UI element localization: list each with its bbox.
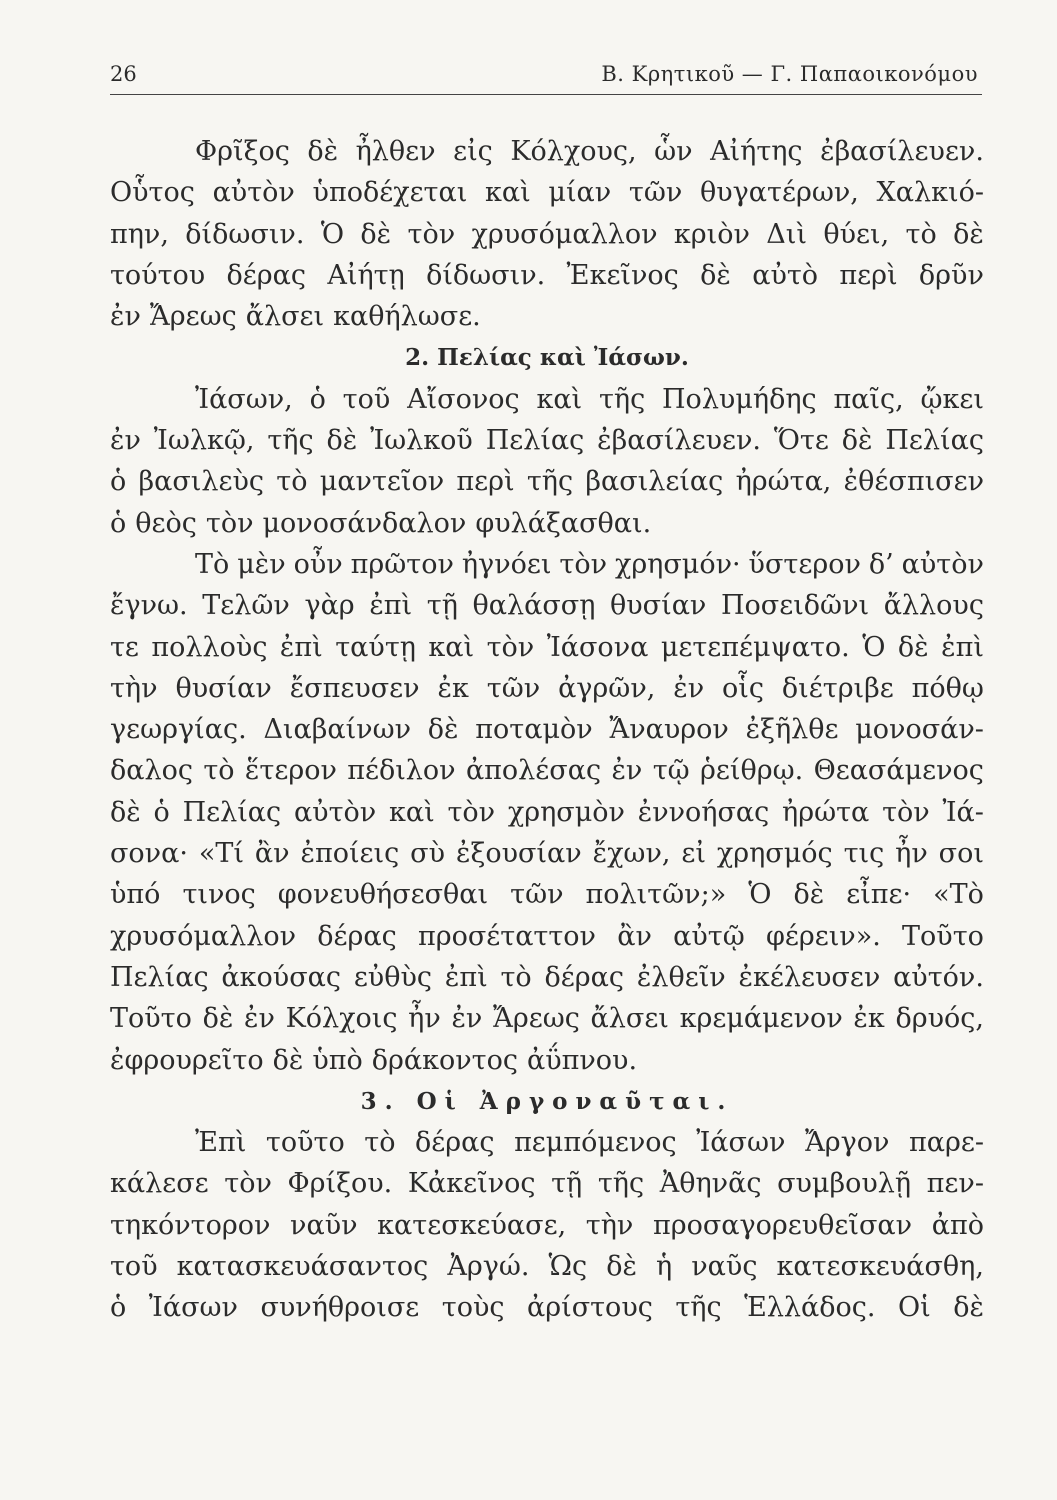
word: θεὸς — [135, 507, 197, 539]
word: τὴν — [110, 672, 158, 704]
word: ναῦν — [290, 1209, 358, 1241]
word: τῇ — [551, 1168, 583, 1200]
word: αὐτόν. — [893, 961, 984, 993]
word: ἐπὶ — [941, 631, 984, 663]
word: προσέταττον — [417, 920, 596, 952]
word: ἀπολέσας — [465, 755, 602, 787]
word: τῶν — [628, 177, 683, 209]
word: ἄλσει — [245, 301, 325, 333]
text-line — [110, 255, 984, 296]
word: κάλεσε — [110, 1168, 209, 1200]
word: θυσίαν — [175, 672, 272, 704]
word: ἐκ — [853, 1003, 885, 1035]
word: Οἱ — [416, 1087, 480, 1115]
word: ὧν — [654, 136, 693, 167]
word: δίδωσιν. — [426, 259, 546, 291]
word: δὲ — [700, 259, 731, 291]
word: δίδωσιν. — [185, 218, 305, 250]
word: ἐξῆλθε — [745, 714, 839, 746]
word: Ἐκεῖνος — [566, 259, 679, 291]
word: δέρας — [544, 961, 625, 993]
word: μετεπέμψατο. — [660, 631, 850, 663]
word: ὑπό — [110, 879, 161, 911]
word: δὲ — [110, 796, 141, 828]
word: θύει, — [823, 218, 890, 250]
word: πεμπόμενος — [514, 1127, 677, 1159]
word: ὁ — [110, 507, 127, 539]
word: Ἰωλκοῦ — [370, 425, 473, 457]
word: ἐπὶ — [369, 590, 413, 622]
word: κριὸν — [673, 218, 750, 250]
word: ἦν — [408, 1003, 441, 1035]
word: χρυσόμαλλον — [471, 218, 658, 250]
word: Πελίας — [437, 344, 540, 372]
word: ἐννοήσας — [637, 796, 770, 828]
word: δρῦν — [918, 259, 984, 291]
word: σοι — [938, 838, 984, 870]
section-heading — [110, 337, 984, 378]
section-heading — [110, 1081, 984, 1122]
word: Ἄρεως — [149, 301, 237, 333]
word: 2. — [405, 344, 438, 372]
word: δὲ — [427, 714, 459, 746]
word: ὁ — [309, 383, 326, 415]
word: Τὸ — [195, 548, 230, 580]
word: θυγατέρων, — [699, 177, 859, 209]
text-line — [110, 709, 984, 750]
word: τηκόντορον — [110, 1209, 271, 1241]
word: τῆς — [598, 383, 646, 415]
word: ὑπὸ — [312, 1044, 363, 1076]
word: αὐτῷ — [673, 920, 745, 952]
word: τοὺς — [441, 1292, 505, 1324]
word: δράκοντος — [371, 1044, 518, 1076]
text-line — [110, 461, 984, 502]
word: τούτου — [110, 259, 206, 291]
word: Ἐπὶ — [195, 1127, 247, 1159]
word: περὶ — [839, 259, 898, 291]
word: Κόλχους, — [510, 136, 637, 167]
word: ἀρίστους — [527, 1292, 653, 1324]
word: 3. — [360, 1087, 417, 1115]
word: ταύτῃ — [335, 631, 416, 663]
word: χρησμόν· — [614, 548, 741, 580]
word: δὲ — [307, 136, 339, 167]
word: τοῦτο — [265, 1127, 345, 1159]
word: κατεσκευάσθη, — [776, 1251, 984, 1283]
word: τῆς — [597, 1168, 645, 1200]
word: φονευθήσεσθαι — [277, 879, 489, 911]
word: ἔσπευσεν — [289, 672, 420, 704]
word: ἀπὸ — [931, 1209, 984, 1241]
text-line — [110, 750, 984, 791]
word: τε — [110, 631, 139, 663]
word: Κόλχοις — [285, 1003, 398, 1035]
word: Κἀκεῖνος — [407, 1168, 536, 1200]
word: φέρειν». — [765, 920, 881, 952]
word: Οὗτος — [110, 177, 195, 209]
word: Φρίξου. — [287, 1168, 393, 1200]
word: τὸν — [447, 796, 496, 828]
word: τῆς — [267, 425, 314, 457]
text-line — [110, 296, 984, 337]
word: σὺ — [410, 838, 446, 870]
word: τὸν — [224, 1168, 272, 1200]
word: ἐν — [244, 1003, 275, 1035]
word: Αἰήτῃ — [327, 259, 405, 291]
word: πεν- — [926, 1168, 984, 1200]
word: τῷ — [652, 755, 690, 787]
word: Ἄναυρον — [609, 714, 729, 746]
word: παρε- — [908, 1127, 984, 1159]
word: μονοσάνδαλον — [262, 507, 467, 539]
word: πέδιλον — [347, 755, 456, 787]
text-line — [110, 503, 984, 544]
word: τὸν — [882, 796, 930, 828]
word: πολλοὺς — [151, 631, 268, 663]
text-line — [110, 1205, 984, 1246]
word: πην, — [110, 218, 169, 250]
word: δαλος — [110, 755, 193, 787]
word: «Τί — [198, 838, 244, 870]
word: ἠρώτα, — [735, 466, 832, 498]
word: οὖν — [293, 548, 343, 580]
text-line — [110, 874, 984, 915]
word: ἀΰπνου. — [526, 1044, 638, 1076]
text-line — [110, 544, 984, 585]
word: χρησμὸν — [507, 796, 625, 828]
word: ἐν — [451, 1003, 483, 1035]
word: πρῶτον — [350, 548, 454, 580]
word: Πελίας — [485, 425, 585, 457]
word: τὸ — [203, 755, 235, 787]
word: αὐτὸν — [293, 796, 377, 828]
text-line — [110, 957, 984, 998]
word: δέρας — [415, 1127, 495, 1159]
word: ἡ — [656, 1251, 673, 1283]
text-line — [110, 668, 984, 709]
text-line — [110, 833, 984, 874]
word: ἠγνόει — [461, 548, 552, 580]
text-line — [110, 172, 984, 213]
word: δὲ — [953, 1292, 984, 1324]
text-line — [110, 585, 984, 626]
word: μίαν — [548, 177, 612, 209]
word: ἦν — [895, 838, 928, 870]
word: δὲ — [793, 879, 825, 911]
word: Χαλκιό- — [876, 177, 984, 209]
word: δὲ — [202, 1003, 234, 1035]
word: Θεασάμενος — [813, 755, 984, 787]
word: Πολυμήδης — [662, 383, 817, 415]
word: ἐβασίλευεν. — [820, 136, 984, 167]
word: καὶ — [428, 631, 475, 663]
body-text — [110, 131, 984, 1329]
word: τοῦ — [342, 383, 391, 415]
word: Ἄρεως — [493, 1003, 580, 1035]
word: κρεμάμενον — [679, 1003, 843, 1035]
word: ἐβασίλευεν. — [597, 425, 762, 457]
word: τὸ — [905, 218, 937, 250]
word: εἰ — [681, 838, 706, 870]
word: ὁ — [110, 1292, 127, 1324]
word: τις — [843, 838, 885, 870]
word: τινος — [182, 879, 256, 911]
word: Ἀθηνᾶς — [659, 1168, 762, 1200]
word: ἐν — [110, 425, 141, 457]
word: ἐπὶ — [279, 631, 323, 663]
word: τὸν — [205, 507, 254, 539]
word: Ὅτε — [773, 425, 829, 457]
word: ὑποδέχεται — [312, 177, 468, 209]
text-line — [110, 1287, 984, 1328]
word: Ὡς — [548, 1251, 588, 1283]
word: τὴν — [585, 1209, 634, 1241]
word: δὲ — [953, 218, 984, 250]
word: δρυός, — [895, 1003, 984, 1035]
word: τῆς — [675, 1292, 722, 1324]
word: Ἑλλάδος. — [744, 1292, 876, 1324]
word: συνήθροισε — [260, 1292, 420, 1324]
word: Ἀργώ. — [447, 1251, 530, 1283]
word: Οἱ — [898, 1292, 931, 1324]
word: μονοσάν- — [855, 714, 984, 746]
word: περὶ — [456, 466, 515, 498]
word: βασιλείας — [585, 466, 724, 498]
word: κατεσκεύασε, — [377, 1209, 567, 1241]
word: βασιλεὺς — [138, 466, 265, 498]
word: καθήλωσε. — [333, 301, 481, 333]
word: τὸν — [559, 548, 607, 580]
text-line — [110, 131, 984, 172]
word: ἐλθεῖν — [636, 961, 726, 993]
word: ποταμὸν — [475, 714, 593, 746]
word: ἕτερον — [244, 755, 337, 787]
word: ἐκέλευσεν — [738, 961, 881, 993]
word: τὸν — [486, 631, 535, 663]
word: χρυσόμαλλον — [110, 920, 297, 952]
word: ἠρώτα — [782, 796, 870, 828]
word: οἷς — [722, 672, 765, 704]
word: ἐθέσπισεν — [843, 466, 984, 498]
word: ἄλσει — [590, 1003, 669, 1035]
word: Τοῦτο — [110, 1003, 192, 1035]
word: γεωργίας. — [110, 714, 247, 746]
word: προσαγορευθεῖσαν — [652, 1209, 913, 1241]
word: θυσίαν — [610, 590, 707, 622]
word: θαλάσσῃ — [472, 590, 596, 622]
word: Τελῶν — [202, 590, 290, 622]
word: χρησμός — [716, 838, 833, 870]
text-line — [110, 420, 984, 461]
word: Ἰωλκῷ, — [153, 425, 255, 457]
word: Ἰάσων. — [593, 344, 689, 372]
word: ᾤκει — [920, 383, 984, 415]
text-line — [110, 1246, 984, 1287]
text-line — [110, 1040, 984, 1081]
word: καὶ — [536, 383, 583, 415]
word: ὁ — [153, 796, 170, 828]
word: πολιτῶν;» — [585, 879, 727, 911]
word: ἐξουσίαν — [455, 838, 582, 870]
word: ἔγνω. — [110, 590, 188, 622]
word: Ἀργοναῦται. — [479, 1087, 734, 1115]
text-line — [110, 916, 984, 957]
word: ἐν — [611, 755, 643, 787]
word: Φρῖξος — [195, 136, 290, 167]
word: ἐποίεις — [300, 838, 400, 870]
word: Ἰά- — [942, 796, 984, 828]
word: Αἴσονος — [407, 383, 520, 415]
word: δέρας — [226, 259, 307, 291]
word: δὲ — [897, 631, 929, 663]
word: δέρας — [317, 920, 397, 952]
word: τοῦ — [110, 1251, 158, 1283]
word: τῶν — [510, 879, 564, 911]
word: διέτριβε — [781, 672, 894, 704]
word: σονα· — [110, 838, 188, 870]
word: δὲ — [326, 425, 358, 457]
word: ὕστερον — [748, 548, 861, 580]
word: τὸ — [276, 466, 308, 498]
text-line — [110, 1122, 984, 1163]
word: Τοῦτο — [902, 920, 984, 952]
word: Πελίας — [885, 425, 984, 457]
word: Αἰήτης — [710, 136, 803, 167]
word: Ὁ — [748, 879, 772, 911]
word: αὐτὸν — [901, 548, 984, 580]
word: δ’ — [868, 548, 894, 580]
word: Πελίας — [110, 961, 209, 993]
word: τὸ — [364, 1127, 396, 1159]
word: Ὁ — [862, 631, 886, 663]
word: μὲν — [237, 548, 286, 580]
text-line — [110, 1163, 984, 1204]
word: ἐπὶ — [444, 961, 488, 993]
word: δὲ — [841, 425, 873, 457]
text-line — [110, 627, 984, 668]
word: ἀγρῶν, — [558, 672, 656, 704]
word: ὁ — [110, 466, 127, 498]
word: δὲ — [360, 218, 392, 250]
word: τὸ — [500, 961, 532, 993]
word: μαντεῖον — [319, 466, 445, 498]
word: παῖς, — [833, 383, 904, 415]
word: δὲ — [606, 1251, 637, 1283]
text-line — [110, 379, 984, 420]
word: δὲ — [272, 1044, 304, 1076]
word: πόθῳ — [911, 672, 984, 704]
word: ῥείθρῳ. — [700, 755, 804, 787]
text-line — [110, 998, 984, 1039]
word: συμβουλῇ — [777, 1168, 912, 1200]
word: αὐτὸν — [212, 177, 295, 209]
word: ἐν — [110, 301, 141, 333]
word: εἶπε· — [846, 879, 912, 911]
word: ἐν — [673, 672, 705, 704]
word: Ἰάσων, — [195, 383, 293, 415]
word: Ἄργον — [804, 1127, 890, 1159]
word: Ἰάσονα — [546, 631, 649, 663]
word: εὐθὺς — [353, 961, 433, 993]
word: Ποσειδῶνι — [720, 590, 870, 622]
text-line — [110, 792, 984, 833]
word: καὶ — [389, 796, 435, 828]
word: «Τὸ — [933, 879, 984, 911]
word: τῆς — [526, 466, 574, 498]
word: ναῦς — [691, 1251, 758, 1283]
word: τῇ — [426, 590, 458, 622]
word: Διὶ — [766, 218, 807, 250]
word: Πελίας — [182, 796, 282, 828]
word: ἐφρουρεῖτο — [110, 1044, 264, 1076]
word: ἄλλους — [883, 590, 984, 622]
word: κατασκευάσαντος — [176, 1251, 429, 1283]
word: Ὁ — [320, 218, 345, 250]
word: ἂν — [617, 920, 652, 952]
running-head: Β. Κρητικοῦ — Γ. Παπαοικονόμου — [601, 62, 978, 86]
word: Διαβαίνων — [263, 714, 412, 746]
word: ἂν — [254, 838, 290, 870]
word: Ἰάσων — [148, 1292, 238, 1324]
word: εἰς — [453, 136, 493, 167]
text-line — [110, 214, 984, 255]
word: τῶν — [486, 672, 541, 704]
word: ἦλθεν — [355, 136, 436, 167]
word: αὐτὸ — [752, 259, 819, 291]
page-number: 26 — [110, 62, 137, 86]
word: Ἰάσων — [696, 1127, 786, 1159]
word: τὸν — [407, 218, 456, 250]
word: γὰρ — [304, 590, 355, 622]
page-header — [110, 62, 982, 95]
word: καὶ — [539, 344, 594, 372]
word: ἐκ — [437, 672, 469, 704]
word: φυλάξασθαι. — [475, 507, 652, 539]
word: καὶ — [485, 177, 531, 209]
word: ἀκούσας — [221, 961, 341, 993]
word: ἔχων, — [592, 838, 671, 870]
